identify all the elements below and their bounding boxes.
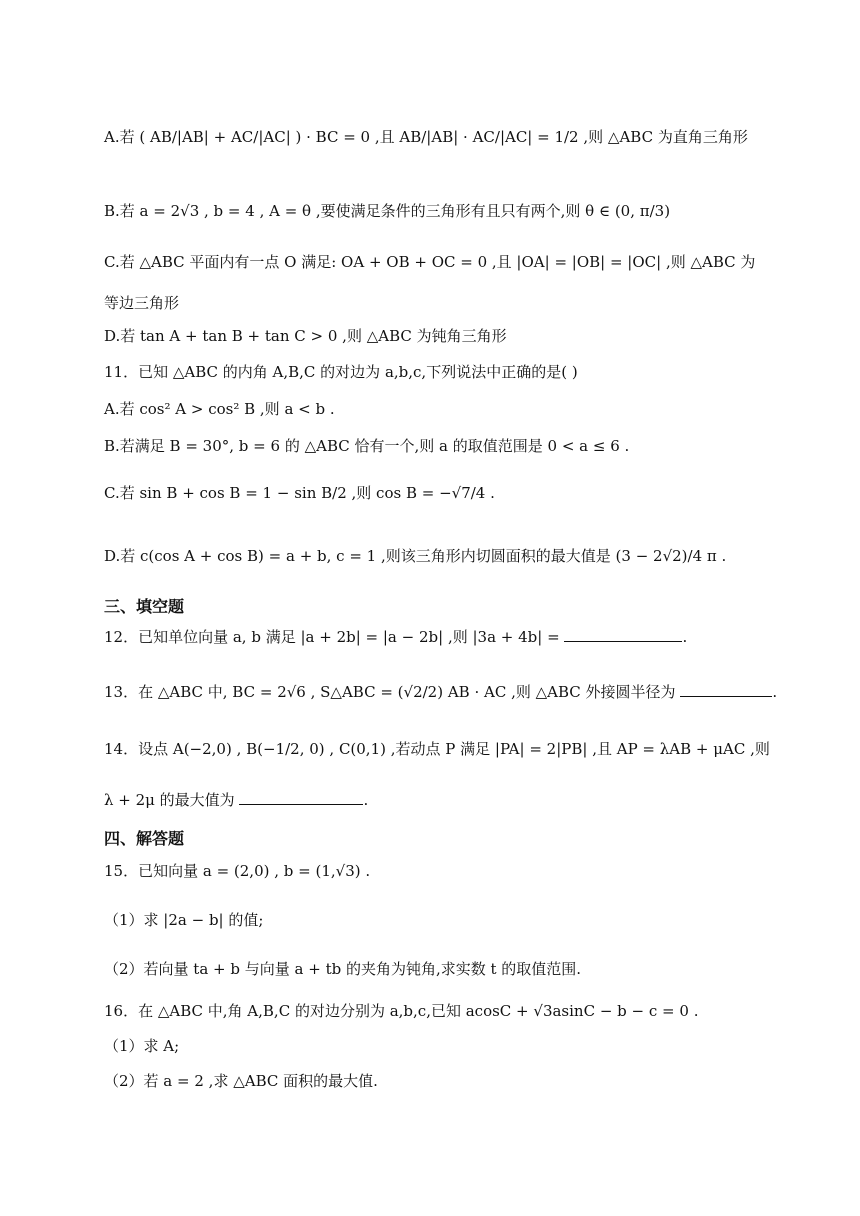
q15-stem: 15．已知向量 a = (2,0) , b = (1,√3) . (104, 862, 371, 880)
q14-text: λ + 2μ 的最大值为 (104, 791, 235, 809)
q14-continued: λ + 2μ 的最大值为 . (104, 788, 764, 811)
q13-text: 13．在 △ABC 中, BC = 2√6 , S△ABC = (√2/2) AB · AC ,则 △ABC 外接圆半径为 (104, 683, 676, 701)
q12-answer-blank[interactable] (564, 625, 682, 642)
q15-part-2: （2）若向量 ta + b 与向量 a + tb 的夹角为钝角,求实数 t 的取值范围. (104, 960, 582, 978)
q11-option-d: D.若 c(cos A + cos B) = a + b, c = 1 ,则该三角形内切圆面积的最大值是 (3 − 2√2)/4 π . (104, 547, 727, 565)
q11-stem: 11．已知 △ABC 的内角 A,B,C 的对边为 a,b,c,下列说法中正确的是( ) (104, 363, 578, 381)
q11-option-b: B.若满足 B = 30°, b = 6 的 △ABC 恰有一个,则 a 的取值范围是 0 < a ≤ 6 . (104, 437, 630, 455)
q10-option-c: C.若 △ABC 平面内有一点 O 满足: OA + OB + OC = 0 ,且 |OA| = |OB| = |OC| ,则 △ABC 为 (104, 253, 756, 271)
q13-answer-blank[interactable] (680, 680, 772, 697)
q16-part-2: （2）若 a = 2 ,求 △ABC 面积的最大值. (104, 1072, 378, 1090)
q13: 13．在 △ABC 中, BC = 2√6 , S△ABC = (√2/2) AB · AC ,则 △ABC 外接圆半径为 . (104, 680, 764, 703)
section-fill-in-heading: 三、填空题 (104, 597, 185, 616)
q10-option-b: B.若 a = 2√3 , b = 4 , A = θ ,要使满足条件的三角形有且只有两个,则 θ ∈ (0, π/3) (104, 202, 671, 220)
q14-answer-blank[interactable] (239, 788, 363, 805)
q12: 12．已知单位向量 a, b 满足 |a + 2b| = |a − 2b| ,则 |3a + 4b| = . (104, 625, 764, 648)
q10-option-a: A.若 ( AB/|AB| + AC/|AC| ) · BC = 0 ,且 AB/|AB| · AC/|AC| = 1/2 ,则 △ABC 为直角三角形 (104, 128, 748, 146)
q16-part-1: （1）求 A; (104, 1037, 180, 1055)
q12-text: 12．已知单位向量 a, b 满足 |a + 2b| = |a − 2b| ,则 |3a + 4b| = (104, 628, 560, 646)
section-answer-heading: 四、解答题 (104, 829, 185, 848)
q16-stem: 16．在 △ABC 中,角 A,B,C 的对边分别为 a,b,c,已知 acosC + √3asinC − b − c = 0 . (104, 1002, 699, 1020)
q10-option-c-continued: 等边三角形 (104, 294, 180, 312)
q11-option-a: A.若 cos² A > cos² B ,则 a < b . (104, 400, 335, 418)
q11-option-c: C.若 sin B + cos B = 1 − sin B/2 ,则 cos B = −√7/4 . (104, 484, 495, 502)
q10-option-d: D.若 tan A + tan B + tan C > 0 ,则 △ABC 为钝角三角形 (104, 327, 507, 345)
q14: 14．设点 A(−2,0) , B(−1/2, 0) , C(0,1) ,若动点 P 满足 |PA| = 2|PB| ,且 AP = λAB + μAC ,则 (104, 740, 770, 758)
q15-part-1: （1）求 |2a − b| 的值; (104, 911, 264, 929)
